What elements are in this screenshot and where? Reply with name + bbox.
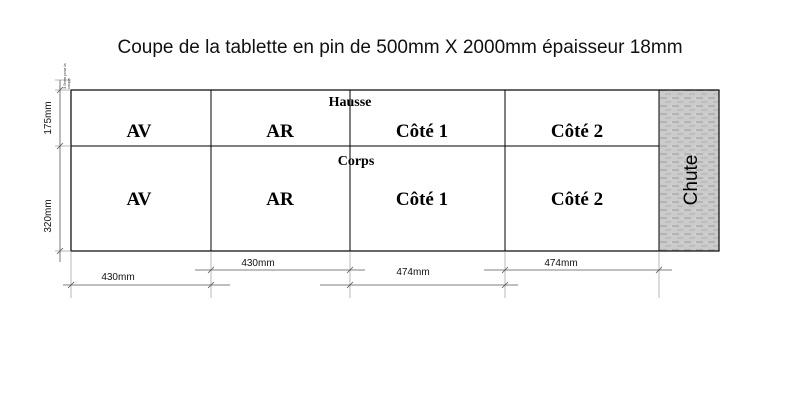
chute-label: Chute bbox=[681, 154, 702, 206]
corps-piece-cote-2: Côté 2 bbox=[550, 189, 604, 210]
corps-piece-av: AV bbox=[126, 189, 152, 210]
dimension-width-av: 430mm bbox=[101, 272, 135, 283]
dimension-line-ar bbox=[195, 267, 365, 273]
board-outline bbox=[71, 90, 719, 251]
hausse-piece-av: AV bbox=[126, 121, 152, 142]
dimension-width-ar: 430mm bbox=[241, 258, 275, 269]
dimension-width-cote-2: 474mm bbox=[544, 258, 578, 269]
dimension-height-hausse: 175mm bbox=[43, 101, 54, 135]
diagram-title: Coupe de la tablette en pin de 500mm X 2000mm épaisseur 18mm bbox=[117, 37, 683, 58]
kerf-note-line-2: coupe bbox=[66, 78, 71, 89]
kerf-note-line-1: 3.5mm pour la bbox=[62, 63, 67, 89]
corps-piece-ar: AR bbox=[266, 189, 294, 210]
dimension-line-av bbox=[63, 282, 230, 288]
section-label-hausse: Hausse bbox=[328, 95, 372, 110]
dimension-height-corps: 320mm bbox=[43, 199, 54, 233]
dimension-width-cote-1: 474mm bbox=[396, 267, 430, 278]
corps-piece-cote-1: Côté 1 bbox=[395, 189, 449, 210]
hausse-piece-ar: AR bbox=[266, 121, 294, 142]
section-label-corps: Corps bbox=[337, 154, 375, 169]
dimension-line-cote-2 bbox=[484, 267, 672, 273]
hausse-piece-cote-1: Côté 1 bbox=[395, 121, 449, 142]
hausse-piece-cote-2: Côté 2 bbox=[550, 121, 604, 142]
vertical-dimensions bbox=[55, 80, 71, 262]
